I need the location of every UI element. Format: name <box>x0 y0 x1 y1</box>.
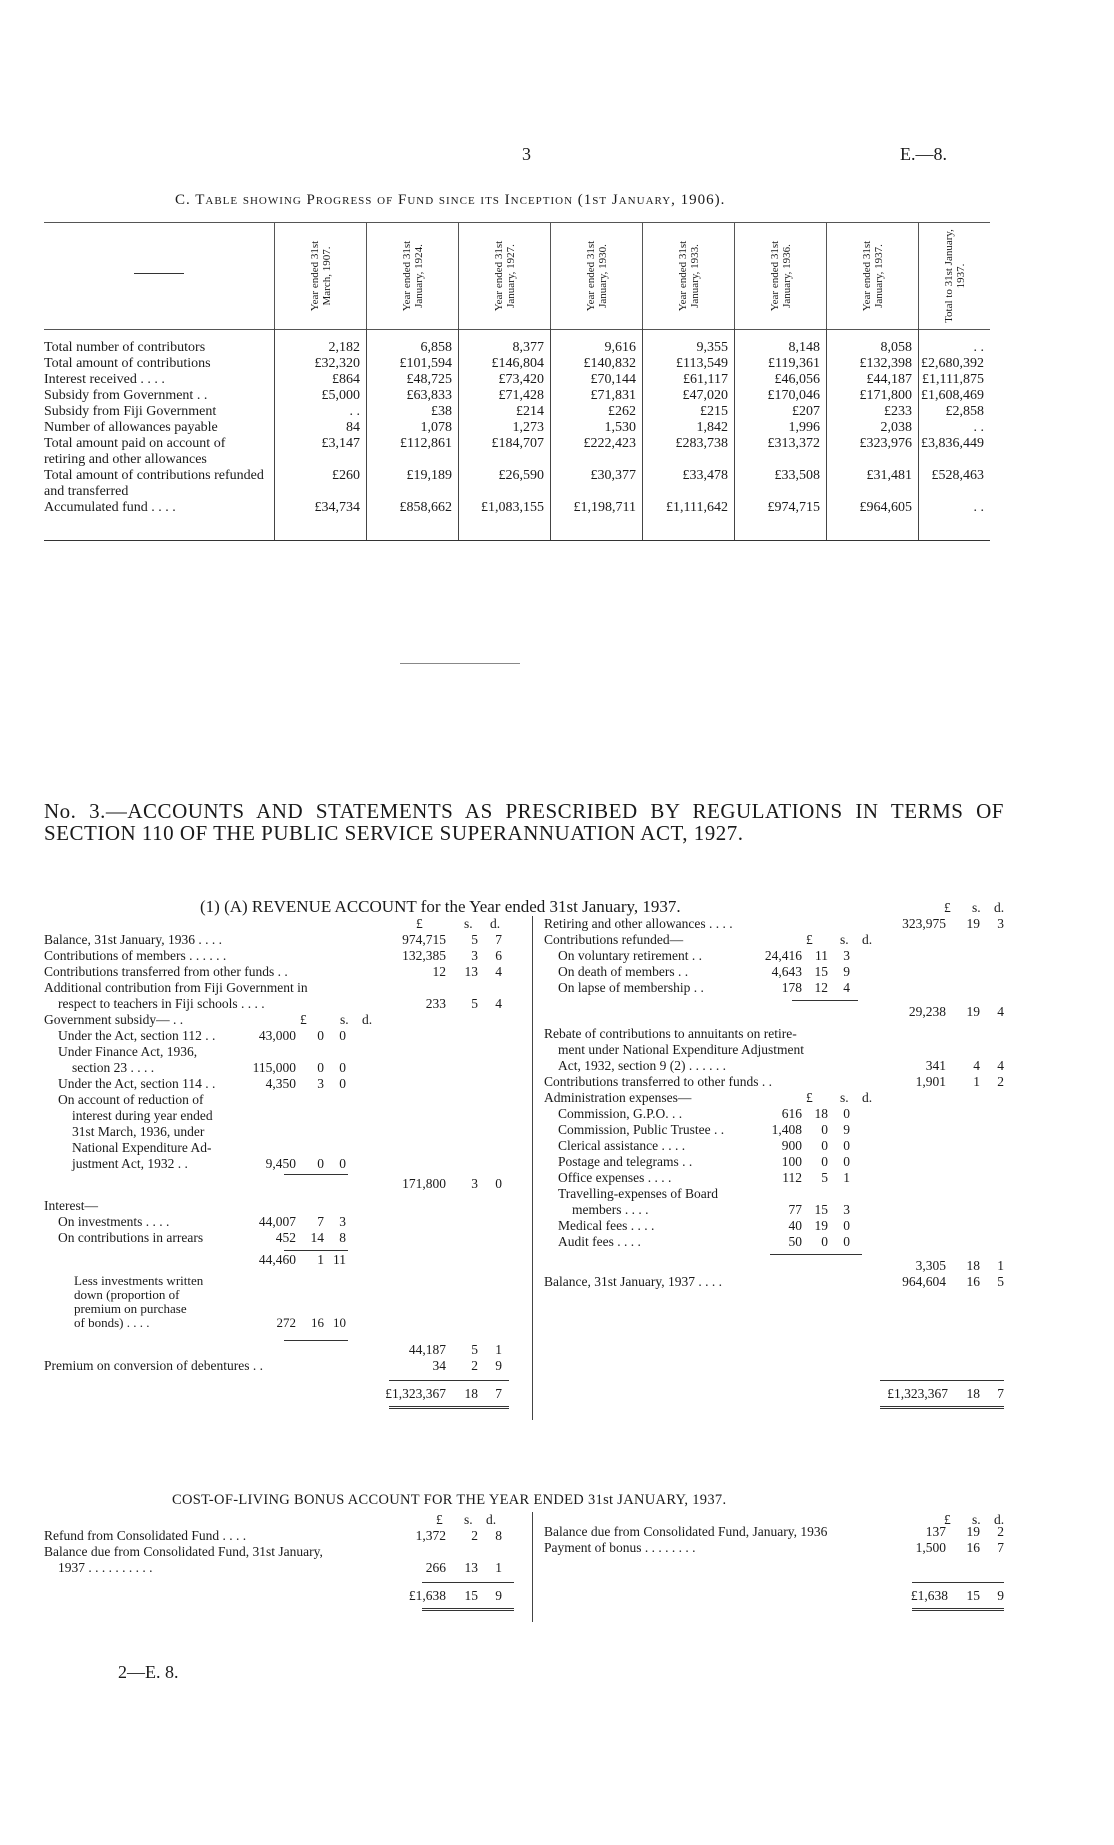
progress-cell: £38 <box>431 404 452 419</box>
revenue-account-right: £ s. d. Retiring and other allowances . . . . 323,975 19 3 Contributions refunded— £ s. d. On voluntary retirement . . 24,416 11 3 On death of members . . 4,643 15 9 On lapse of membership . . 178 12 4 29,238 19 4 Rebate of contributions to annuitants on retire- ment under National Expenditure Adjustment Act, 1932, section 9 (2) . . . . . . 341 4 4 Contributions transferred to other funds . . 1,901 1 2 Administration expenses— £ s. d. Commission, G.P.O. . . 616 18 0 Commission, Public Trustee . . 1,408 0 9 Clerical assistance . . . . 900 0 0 Postage and telegrams . . 100 0 0 Office expenses . . . . 112 5 1 Travelling-expenses of Board members . . . . 77 15 3 Medical fees . . . . 40 19 0 Audit fees . . . . 50 0 0 3,305 18 1 Balance, 31st January, 1937 . . . . 964,604 16 5 <box>544 900 1005 1289</box>
row-contributions: Contributions of members . . . . . . 132,385 3 6 <box>44 948 502 963</box>
progress-cell: 8,148 <box>788 340 820 355</box>
progress-cell: £119,361 <box>768 356 820 371</box>
progress-cell: £864 <box>332 372 360 387</box>
progress-cell: 8,377 <box>512 340 544 355</box>
row-audit: Audit fees . . . . 50 0 0 <box>558 1234 850 1249</box>
progress-cell: £171,800 <box>859 388 912 403</box>
row-lapse: On lapse of membership . . 178 12 4 <box>558 980 850 995</box>
row-refunded: Contributions refunded— £ s. d. <box>544 932 873 947</box>
progress-cell: 9,355 <box>696 340 728 355</box>
progress-cell: . . <box>973 420 984 435</box>
progress-cell: £974,715 <box>767 500 820 515</box>
row-fiji-contribution: Additional contribution from Fiji Government in respect to teachers in Fiji schools . . . . 233 5 4 <box>44 980 502 1011</box>
progress-cell: £215 <box>700 404 728 419</box>
progress-cell: £47,020 <box>682 388 728 403</box>
page-number: 3 <box>522 144 531 164</box>
progress-cell: £3,836,449 <box>921 436 984 451</box>
row-balance-due-1937: Balance due from Consolidated Fund, 31st January, 1937 . . . . . . . . . . 266 13 1 <box>44 1544 502 1575</box>
row-premium: Premium on conversion of debentures . . 34 2 9 <box>44 1358 502 1373</box>
row-on-arrears: On contributions in arrears 452 14 8 <box>58 1230 346 1245</box>
row-interest-reduction: On account of reduction of interest during year ended 31st March, 1936, under National Expenditure Ad- justment Act, 1932 . . 9,450 0 0 <box>58 1092 346 1171</box>
progress-cell: £184,707 <box>491 436 544 451</box>
progress-cell: £323,976 <box>859 436 912 451</box>
progress-cell: £1,111,642 <box>666 500 728 515</box>
progress-cell: 2,038 <box>880 420 912 435</box>
progress-row-label: Total amount of contributions <box>44 356 211 371</box>
progress-cell: £283,738 <box>675 436 728 451</box>
row-postage: Postage and telegrams . . 100 0 0 <box>558 1154 850 1169</box>
progress-table <box>44 222 990 515</box>
progress-cell: £63,833 <box>406 388 452 403</box>
progress-cell: £30,377 <box>590 468 636 483</box>
progress-cell: £260 <box>332 468 360 483</box>
progress-cell: £48,725 <box>406 372 452 387</box>
progress-cell: £1,083,155 <box>481 500 544 515</box>
revenue-account-lower: 44,187 5 1 Premium on conversion of debentures . . 34 2 9 £1,323,367 18 7 £1,323,367 18 7 <box>44 1336 1004 1466</box>
progress-cell: 2,182 <box>328 340 360 355</box>
row-on-investments: On investments . . . . 44,007 7 3 <box>58 1214 346 1229</box>
progress-cell: £112,861 <box>400 436 452 451</box>
row-balance-1936: Balance, 31st January, 1936 . . . . 974,715 5 7 <box>44 932 502 947</box>
row-transferred-in: Contributions transferred from other funds . . 12 13 4 <box>44 964 502 979</box>
progress-cell: £1,198,711 <box>573 500 636 515</box>
progress-cell: £1,111,875 <box>922 372 984 387</box>
progress-cell: £33,508 <box>774 468 820 483</box>
progress-row-label: Number of allowances payable <box>44 420 218 435</box>
progress-cell: £132,398 <box>859 356 912 371</box>
footer-signature: 2—E. 8. <box>118 1662 179 1682</box>
progress-cell: £1,608,469 <box>921 388 984 403</box>
progress-cell: £2,858 <box>945 404 984 419</box>
row-balance-due-1936: Balance due from Consolidated Fund, January, 1936 137 19 2 <box>544 1524 1004 1539</box>
progress-row-label: Total number of contributors <box>44 340 206 355</box>
row-travel: Travelling-expenses of Board members . . . . 77 15 3 <box>558 1186 850 1217</box>
row-less-written-down: Less investments written down (proportion of premium on purchase of bonds) . . . . 272 16 10 <box>74 1273 346 1330</box>
progress-cell: £32,320 <box>314 356 360 371</box>
progress-cell: £3,147 <box>321 436 360 451</box>
col-header: Year ended 31st January, 1937. <box>826 223 919 329</box>
progress-cell: £73,420 <box>498 372 544 387</box>
row-clerical: Clerical assistance . . . . 900 0 0 <box>558 1138 850 1153</box>
progress-cell: £70,144 <box>590 372 636 387</box>
progress-cell: 1,996 <box>788 420 820 435</box>
row-payment-bonus: Payment of bonus . . . . . . . . 1,500 16 7 <box>544 1540 1004 1555</box>
progress-table-header <box>44 222 990 330</box>
progress-cell: £31,481 <box>866 468 912 483</box>
col-header: Year ended 31st January, 1924. <box>366 223 459 329</box>
progress-cell: . . <box>349 404 360 419</box>
row-refund-consolidated: Refund from Consolidated Fund . . . . 1,372 2 8 <box>44 1528 502 1543</box>
row-balance-1937: Balance, 31st January, 1937 . . . . 964,604 16 5 <box>544 1274 1004 1289</box>
progress-cell: £44,187 <box>866 372 912 387</box>
progress-cell: £214 <box>516 404 544 419</box>
col-header: Year ended 31st January, 1930. <box>550 223 643 329</box>
progress-cell: . . <box>973 340 984 355</box>
progress-cell: £140,832 <box>583 356 636 371</box>
row-voluntary: On voluntary retirement . . 24,416 11 3 <box>558 948 850 963</box>
revenue-account: £ s. d. Balance, 31st January, 1936 . . . . 974,715 5 7 Contributions of members . . . . . . 132,385 3 6 Contributions transferred from other funds . . 12 13 4 Additional contribution from Fiji Government in respect to teachers in Fiji schools . . . . 233 5 4 Government subsidy— . . £ s. d. Under the Act, section 112 . . 43,000 0 0 Under Finance Act, 1936, section 23 . . . . 115,000 0 0 Under the Act, section 114 . . 4,350 3 0 On account of reduction of interest during year ended 31st March, 1936, under National Expenditure Ad- justment Act, 1932 . . 9,450 0 0 171,800 3 0 Interest— On investments . . . . 44,007 7 3 On contributions in arrears 452 14 8 44,460 1 11 Less investments written down (proportion of premium on purchase of bonds) . . . . 272 16 10 <box>44 916 1004 1336</box>
row-office: Office expenses . . . . 112 5 1 <box>558 1170 850 1185</box>
row-rebate: Rebate of contributions to annuitants on retire- ment under National Expenditure Adjustment Act, 1932, section 9 (2) . . . . . . 341 4 4 <box>544 1026 1004 1073</box>
progress-row-label: Total amount paid on account of retiring and other allowances <box>44 436 226 467</box>
document-ref: E.—8. <box>900 144 947 164</box>
progress-cell: £858,662 <box>399 500 452 515</box>
row-interest: Interest— <box>44 1198 98 1213</box>
row-admin: Administration expenses— £ s. d. <box>544 1090 873 1105</box>
progress-cell: 8,058 <box>880 340 912 355</box>
progress-row-label: Accumulated fund . . . . <box>44 500 176 515</box>
progress-cell: 1,273 <box>512 420 544 435</box>
progress-cell: 9,616 <box>604 340 636 355</box>
col-header: Total to 31st January, 1937. <box>918 223 991 329</box>
row-gpo: Commission, G.P.O. . . 616 18 0 <box>558 1106 850 1121</box>
progress-cell: 6,858 <box>420 340 452 355</box>
row-transferred-out: Contributions transferred to other funds . . 1,901 1 2 <box>544 1074 1004 1089</box>
progress-cell: £46,056 <box>774 372 820 387</box>
section-heading: No. 3.—ACCOUNTS AND STATEMENTS AS PRESCRIBED BY REGULATIONS IN TERMS OF SECTION 110 OF THE PUBLIC SERVICE SUPERANNUATION ACT, 1927. <box>44 799 1004 845</box>
progress-row-label: Interest received . . . . <box>44 372 165 387</box>
progress-cell: £33,478 <box>682 468 728 483</box>
row-trustee: Commission, Public Trustee . . 1,408 0 9 <box>558 1122 850 1137</box>
progress-cell: £313,372 <box>767 436 820 451</box>
progress-cell: £5,000 <box>321 388 360 403</box>
progress-cell: £207 <box>792 404 820 419</box>
progress-cell: £170,046 <box>767 388 820 403</box>
progress-cell: £71,428 <box>498 388 544 403</box>
progress-cell: 1,530 <box>604 420 636 435</box>
col-header: Year ended 31st January, 1927. <box>458 223 551 329</box>
progress-table-title: C. Table showing Progress of Fund since its Inception (1st January, 1906). <box>175 192 726 208</box>
bonus-account-title: COST-OF-LIVING BONUS ACCOUNT FOR THE YEAR ENDED 31st JANUARY, 1937. <box>172 1492 727 1508</box>
row-medical: Medical fees . . . . 40 19 0 <box>558 1218 850 1233</box>
progress-row-label: Subsidy from Fiji Government <box>44 404 217 419</box>
progress-row-label: Total amount of contributions refunded and transferred <box>44 468 264 499</box>
row-act-112: Under the Act, section 112 . . 43,000 0 0 <box>58 1028 346 1043</box>
revenue-account-title: (1) (A) REVENUE ACCOUNT for the Year ended 31st January, 1937. <box>200 897 681 916</box>
progress-row-label: Subsidy from Government . . <box>44 388 208 403</box>
progress-cell: 84 <box>346 420 360 435</box>
col-header: Year ended 31st March, 1907. <box>274 223 367 329</box>
progress-cell: £146,804 <box>491 356 544 371</box>
col-header: Year ended 31st January, 1933. <box>642 223 735 329</box>
progress-cell: £113,549 <box>676 356 728 371</box>
progress-cell: £964,605 <box>859 500 912 515</box>
progress-cell: £222,423 <box>583 436 636 451</box>
progress-cell: £71,831 <box>590 388 636 403</box>
row-death: On death of members . . 4,643 15 9 <box>558 964 850 979</box>
corner-dash <box>134 273 184 274</box>
row-retiring: Retiring and other allowances . . . . 323,975 19 3 <box>544 916 1004 931</box>
progress-cell: £34,734 <box>314 500 360 515</box>
progress-cell: £26,590 <box>498 468 544 483</box>
progress-cell: £101,594 <box>399 356 452 371</box>
row-gov-subsidy: Government subsidy— . . £ s. d. <box>44 1012 373 1027</box>
col-header: Year ended 31st January, 1936. <box>734 223 827 329</box>
progress-cell: 1,842 <box>696 420 728 435</box>
progress-cell: 1,078 <box>420 420 452 435</box>
row-act-114: Under the Act, section 114 . . 4,350 3 0 <box>58 1076 346 1091</box>
progress-cell: £233 <box>884 404 912 419</box>
progress-cell: . . <box>973 500 984 515</box>
progress-cell: £528,463 <box>931 468 984 483</box>
row-finance-act: Under Finance Act, 1936, section 23 . . . . 115,000 0 0 <box>58 1044 346 1075</box>
progress-cell: £262 <box>608 404 636 419</box>
progress-cell: £2,680,392 <box>921 356 984 371</box>
bonus-account: £ s. d. Refund from Consolidated Fund . . . . 1,372 2 8 Balance due from Consolidated Fund, 31st January, 1937 . . . . . . . . . . 266 13 1 £1,638 15 9 £ s. d. Balance due from Consolidated Fund, January, 1936 137 19 2 Payment of bonus . . . . . . . . 1,500 16 7 £1,638 15 9 <box>44 1512 1004 1622</box>
progress-cell: £19,189 <box>406 468 452 483</box>
progress-cell: £61,117 <box>683 372 728 387</box>
